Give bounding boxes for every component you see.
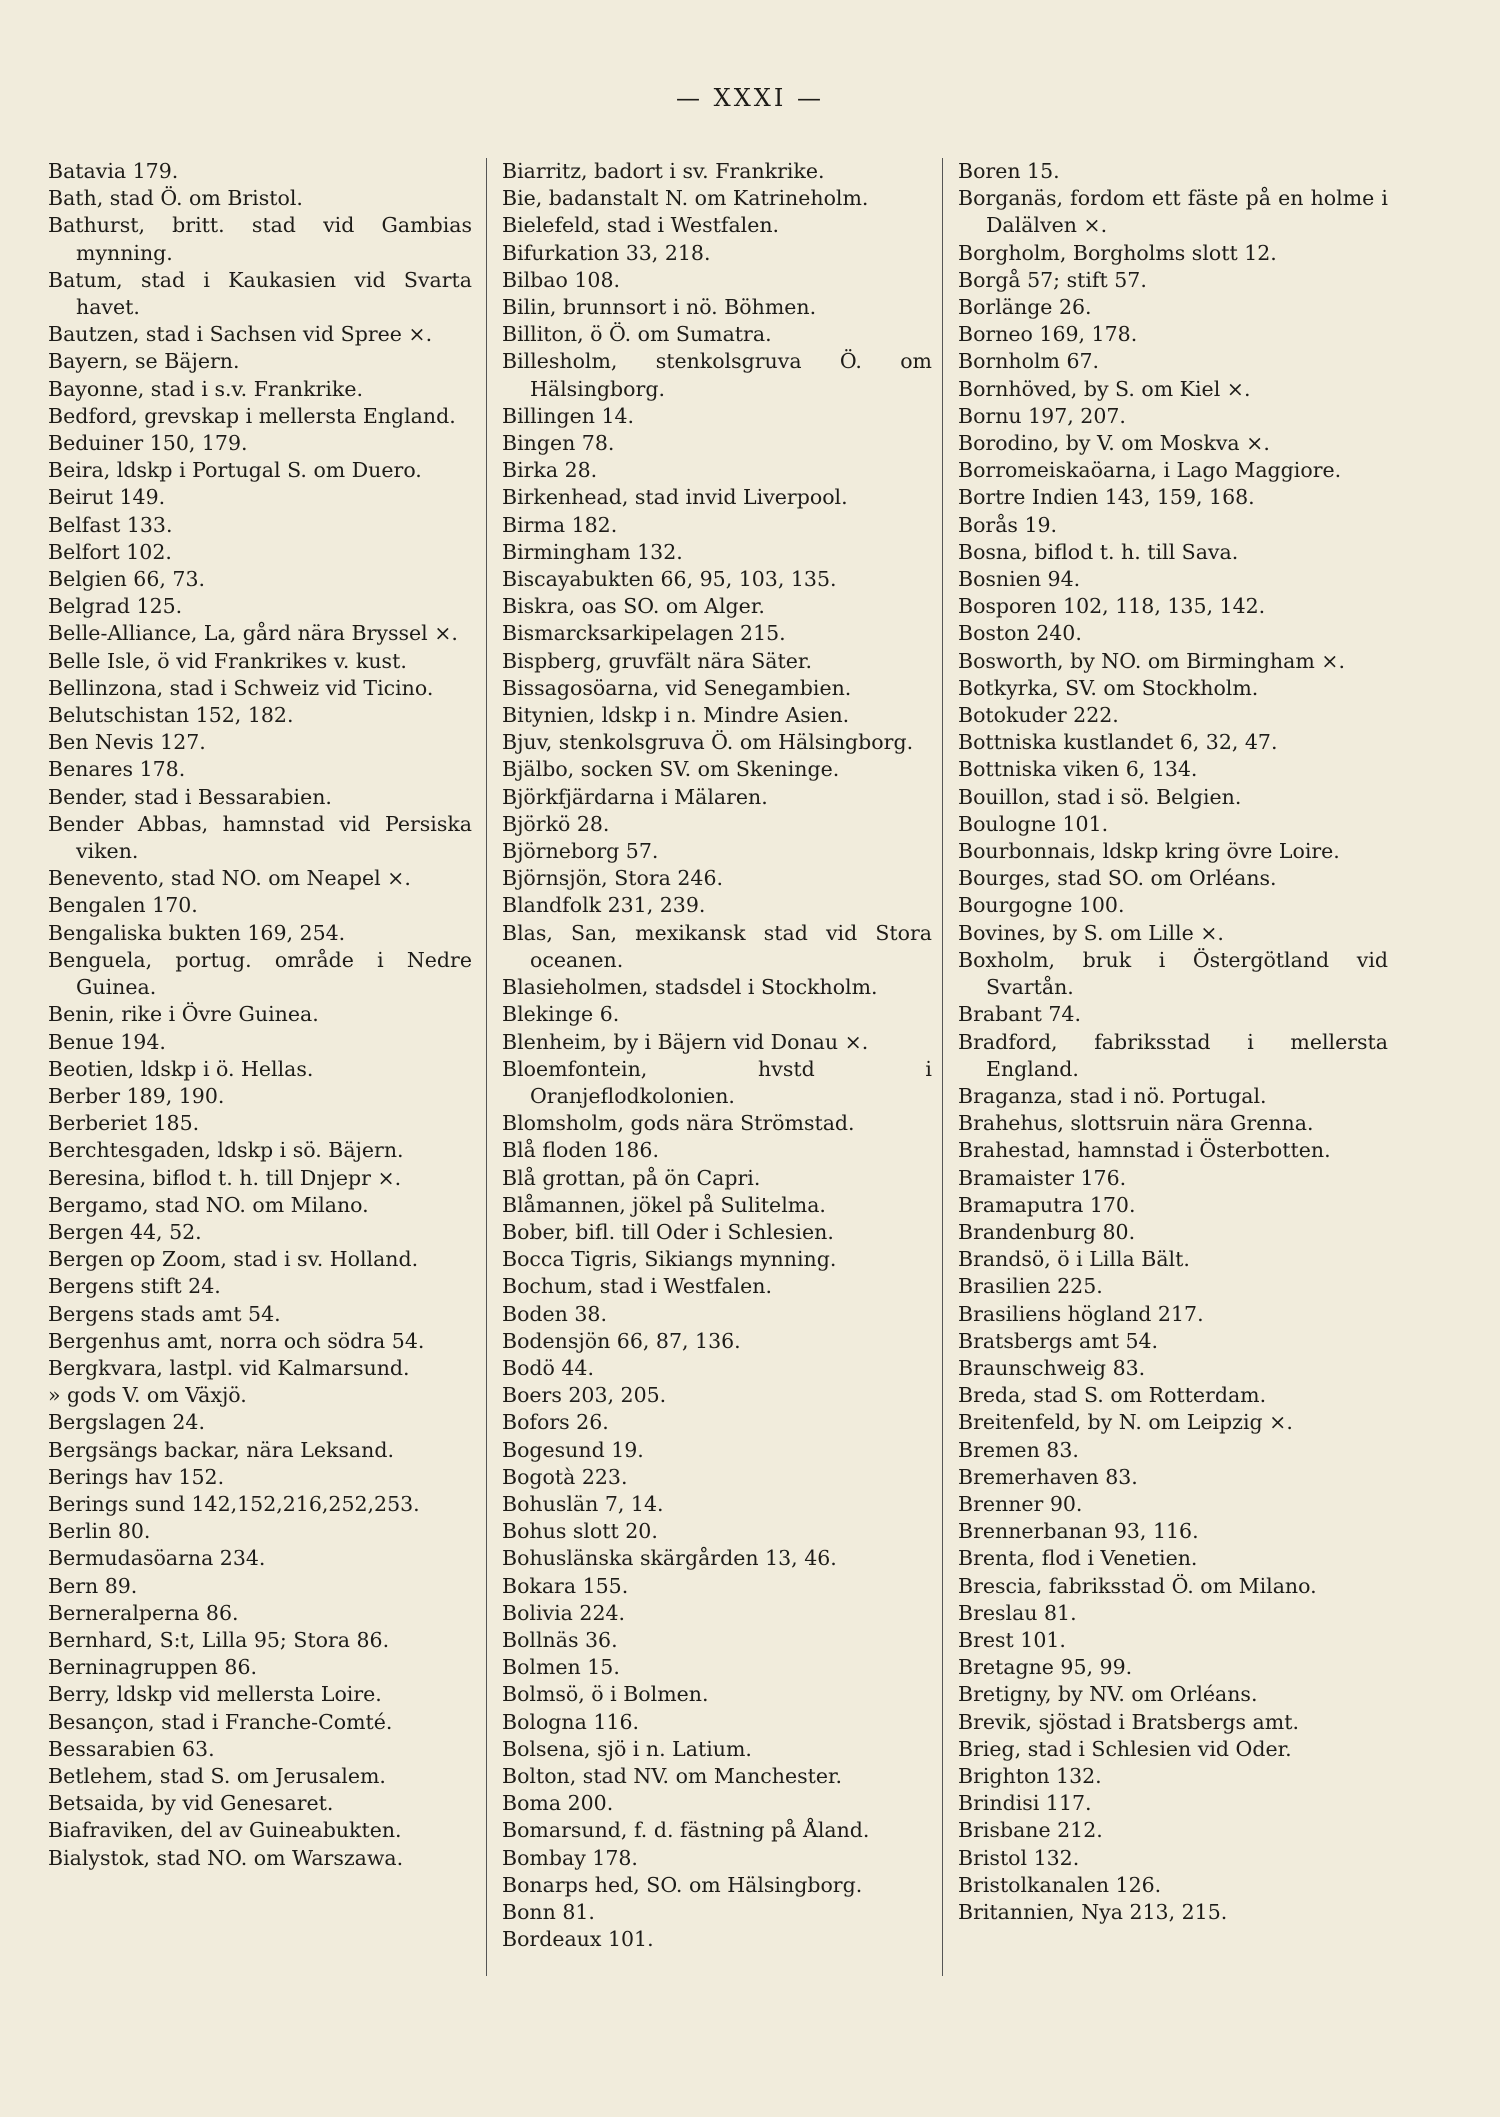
index-entry: Berber 189, 190. — [48, 1083, 225, 1108]
index-entry: Bourbonnais, ldskp kring övre Loire. — [958, 839, 1340, 864]
index-entry: Berchtesgaden, ldskp i sö. Bäjern. — [48, 1138, 404, 1163]
index-entry: Bornu 197, 207. — [958, 403, 1126, 428]
index-entry: Berings hav 152. — [48, 1464, 225, 1489]
index-entry: Bochum, stad i Westfalen. — [502, 1274, 772, 1299]
index-entry: Brevik, sjöstad i Bratsbergs amt. — [958, 1709, 1299, 1734]
index-entry: Bissagosöarna, vid Senegambien. — [502, 675, 852, 700]
index-entry: Bottniska viken 6, 134. — [958, 757, 1198, 782]
index-entry: Bristol 132. — [958, 1845, 1080, 1870]
index-entry: Bautzen, stad i Sachsen vid Spree ⨯. — [48, 322, 433, 347]
index-entry: Bismarcksarkipelagen 215. — [502, 621, 786, 646]
index-entry: Botokuder 222. — [958, 703, 1119, 728]
index-entry: Berberiet 185. — [48, 1111, 200, 1136]
index-entry: Bayern, se Bäjern. — [48, 349, 240, 374]
index-entry: Bornholm 67. — [958, 349, 1100, 374]
index-entry: Bolmen 15. — [502, 1655, 620, 1680]
index-entry: Bretigny, by NV. om Orléans. — [958, 1682, 1258, 1707]
index-entry: Bathurst, britt. stad vid Gambias mynning. — [48, 213, 472, 265]
index-entry: Bonarps hed, SO. om Hälsingborg. — [502, 1872, 863, 1897]
index-entry: Beresina, biflod t. h. till Dnjepr ⨯. — [48, 1165, 402, 1190]
index-entry: Benevento, stad NO. om Neapel ⨯. — [48, 866, 411, 891]
index-entry: Bokara 155. — [502, 1573, 629, 1598]
index-entry: Bramaister 176. — [958, 1165, 1127, 1190]
index-entry: Belgien 66, 73. — [48, 567, 206, 592]
index-entry: Boren 15. — [958, 159, 1060, 183]
index-entry: Bernhard, S:t, Lilla 95; Stora 86. — [48, 1627, 390, 1652]
index-entry: Botkyrka, SV. om Stockholm. — [958, 675, 1259, 700]
index-entry: Borodino, by V. om Moskva ⨯. — [958, 431, 1270, 456]
index-entry: Blandfolk 231, 239. — [502, 893, 706, 918]
index-entry: Belfast 133. — [48, 512, 173, 537]
index-entry: Bovines, by S. om Lille ⨯. — [958, 920, 1224, 945]
index-entry: Britannien, Nya 213, 215. — [958, 1900, 1228, 1924]
index-entry: Brieg, stad i Schlesien vid Oder. — [958, 1736, 1292, 1761]
index-entry: Björnsjön, Stora 246. — [502, 866, 724, 891]
index-entry: Billiton, ö Ö. om Sumatra. — [502, 322, 772, 347]
index-entry: Bispberg, gruvfält nära Säter. — [502, 648, 812, 673]
index-entry: Blomsholm, gods nära Strömstad. — [502, 1111, 855, 1136]
index-column-2 — [502, 158, 932, 1953]
index-entry: Bergenhus amt, norra och södra 54. — [48, 1328, 425, 1353]
index-entry: Belutschistan 152, 182. — [48, 703, 294, 728]
index-entry: Bergen 44, 52. — [48, 1219, 202, 1244]
index-entry: Bergens stads amt 54. — [48, 1301, 281, 1326]
index-entry: Bifurkation 33, 218. — [502, 240, 711, 265]
index-entry: Blekinge 6. — [502, 1002, 620, 1027]
index-entry: Bradford, fabriksstad i mellersta England. — [958, 1029, 1388, 1081]
index-entry: Bouillon, stad i sö. Belgien. — [958, 784, 1242, 809]
index-entry: Bologna 116. — [502, 1709, 640, 1734]
index-column-3 — [958, 158, 1388, 1926]
index-entry: Borgholm, Borgholms slott 12. — [958, 240, 1277, 265]
index-entry: Bretagne 95, 99. — [958, 1655, 1133, 1680]
index-entry: Breslau 81. — [958, 1600, 1077, 1625]
index-entry: Boers 203, 205. — [502, 1383, 667, 1408]
index-entry: Bodensjön 66, 87, 136. — [502, 1328, 741, 1353]
index-entry: Björneborg 57. — [502, 839, 659, 864]
index-entry: Bocca Tigris, Sikiangs mynning. — [502, 1247, 837, 1272]
index-entry: Boston 240. — [958, 621, 1082, 646]
index-entry: Brest 101. — [958, 1627, 1066, 1652]
index-entry: Birmingham 132. — [502, 539, 683, 564]
index-entry: Berry, ldskp vid mellersta Loire. — [48, 1682, 382, 1707]
index-entry: Bortre Indien 143, 159, 168. — [958, 485, 1255, 510]
index-entry: Bilin, brunnsort i nö. Böhmen. — [502, 295, 817, 320]
index-entry: Blå grottan, på ön Capri. — [502, 1165, 761, 1190]
index-entry: Blå floden 186. — [502, 1138, 659, 1163]
index-entry: Bath, stad Ö. om Bristol. — [48, 186, 303, 211]
index-entry: Boxholm, bruk i Östergötland vid Svartån. — [958, 947, 1388, 1000]
column-divider — [942, 158, 943, 1976]
index-entry: Bergens stift 24. — [48, 1274, 221, 1299]
index-entry: Bender Abbas, hamnstad vid Persiska viken. — [48, 811, 472, 864]
index-entry: Braunschweig 83. — [958, 1355, 1146, 1380]
index-entry: Brenta, flod i Venetien. — [958, 1546, 1198, 1571]
index-entry: Biskra, oas SO. om Alger. — [502, 594, 765, 619]
column-divider — [486, 158, 487, 1976]
index-entry: Bie, badanstalt N. om Katrineholm. — [502, 186, 869, 211]
index-entry: Brindisi 117. — [958, 1791, 1092, 1816]
index-entry: Borgå 57; stift 57. — [958, 267, 1147, 292]
index-entry: Bramaputra 170. — [958, 1192, 1136, 1217]
index-entry: Bergen op Zoom, stad i sv. Holland. — [48, 1247, 419, 1272]
page-header: — XXXI — — [676, 84, 824, 112]
index-entry: Berlin 80. — [48, 1519, 151, 1544]
index-entry: Blas, San, mexikansk stad vid Stora oceanen. — [502, 920, 932, 972]
index-entry: Biarritz, badort i sv. Frankrike. — [502, 159, 825, 183]
index-entry: Bender, stad i Bessarabien. — [48, 784, 332, 809]
index-entry: Bornhöved, by S. om Kiel ⨯. — [958, 376, 1251, 401]
index-entry: Billesholm, stenkolsgruva Ö. om Hälsingborg. — [502, 349, 932, 401]
index-entry: Bellinzona, stad i Schweiz vid Ticino. — [48, 675, 434, 700]
index-entry: Borås 19. — [958, 512, 1058, 537]
index-entry: Bjuv, stenkolsgruva Ö. om Hälsingborg. — [502, 730, 914, 755]
index-entry: Bodö 44. — [502, 1355, 594, 1380]
index-entry: Bergslagen 24. — [48, 1410, 205, 1435]
index-entry: Biafraviken, del av Guineabukten. — [48, 1818, 402, 1843]
index-entry: Brescia, fabriksstad Ö. om Milano. — [958, 1573, 1317, 1598]
index-entry: Bielefeld, stad i Westfalen. — [502, 213, 780, 238]
index-entry: Bohuslänska skärgården 13, 46. — [502, 1546, 837, 1571]
index-entry: Björkfjärdarna i Mälaren. — [502, 784, 768, 809]
index-entry: Bogotà 223. — [502, 1464, 628, 1489]
index-entry: Bedford, grevskap i mellersta England. — [48, 403, 456, 428]
index-entry: Batavia 179. — [48, 159, 179, 183]
index-entry: Birkenhead, stad invid Liverpool. — [502, 485, 848, 510]
index-entry: Benguela, portug. område i Nedre Guinea. — [48, 947, 472, 1000]
index-entry: Besançon, stad i Franche-Comté. — [48, 1709, 393, 1734]
index-entry: Bohuslän 7, 14. — [502, 1491, 664, 1516]
index-entry: Belfort 102. — [48, 539, 172, 564]
index-entry: Brandsö, ö i Lilla Bält. — [958, 1247, 1190, 1272]
index-entry: Betlehem, stad S. om Jerusalem. — [48, 1763, 386, 1788]
index-entry: Benin, rike i Övre Guinea. — [48, 1002, 319, 1027]
index-entry: Bergamo, stad NO. om Milano. — [48, 1192, 369, 1217]
index-entry: Bessarabien 63. — [48, 1736, 215, 1761]
index-entry: Borlänge 26. — [958, 295, 1092, 320]
index-entry: Betsaida, by vid Genesaret. — [48, 1791, 334, 1816]
index-entry: Brighton 132. — [958, 1763, 1102, 1788]
index-entry: Breda, stad S. om Rotterdam. — [958, 1383, 1267, 1408]
index-entry: Bonn 81. — [502, 1900, 595, 1924]
index-entry: Blasieholmen, stadsdel i Stockholm. — [502, 975, 878, 1000]
index-entry: Borromeiskaöarna, i Lago Maggiore. — [958, 458, 1342, 483]
index-entry: Billingen 14. — [502, 403, 635, 428]
index-entry: Bottniska kustlandet 6, 32, 47. — [958, 730, 1278, 755]
index-entry: Birka 28. — [502, 458, 598, 483]
index-entry: Biscayabukten 66, 95, 103, 135. — [502, 567, 837, 592]
index-entry: Brahestad, hamnstad i Österbotten. — [958, 1138, 1331, 1163]
index-entry: Bollnäs 36. — [502, 1627, 618, 1652]
index-entry: Beira, ldskp i Portugal S. om Duero. — [48, 458, 422, 483]
index-entry: Brasilien 225. — [958, 1274, 1103, 1299]
index-entry: Bristolkanalen 126. — [958, 1872, 1162, 1897]
index-entry: Berings sund 142,152,216,252,253. — [48, 1491, 420, 1516]
index-entry: Blenheim, by i Bäjern vid Donau ⨯. — [502, 1029, 869, 1054]
index-entry: Batum, stad i Kaukasien vid Svarta havet. — [48, 267, 472, 320]
index-entry: Brisbane 212. — [958, 1818, 1103, 1843]
index-entry: Brenner 90. — [958, 1491, 1083, 1516]
index-entry: Brahehus, slottsruin nära Grenna. — [958, 1111, 1314, 1136]
index-entry: Bogesund 19. — [502, 1437, 644, 1462]
index-entry: Bilbao 108. — [502, 267, 621, 292]
index-entry: Berneralperna 86. — [48, 1600, 239, 1625]
index-entry: Bosworth, by NO. om Birmingham ⨯. — [958, 648, 1345, 673]
index-entry: Bern 89. — [48, 1573, 138, 1598]
index-entry: Benue 194. — [48, 1029, 166, 1054]
index-entry: Boulogne 101. — [958, 811, 1109, 836]
index-entry: Birma 182. — [502, 512, 618, 537]
index-entry: Boma 200. — [502, 1791, 614, 1816]
index-entry: Bergsängs backar, nära Leksand. — [48, 1437, 394, 1462]
index-entry: Bingen 78. — [502, 431, 615, 456]
index-entry: Bombay 178. — [502, 1845, 638, 1870]
index-entry: Brabant 74. — [958, 1002, 1081, 1027]
index-entry: Berninagruppen 86. — [48, 1655, 258, 1680]
index-entry: Brasiliens högland 217. — [958, 1301, 1204, 1326]
index-entry: Bjälbo, socken SV. om Skeninge. — [502, 757, 840, 782]
index-entry: Bohus slott 20. — [502, 1519, 658, 1544]
index-entry: Borneo 169, 178. — [958, 322, 1138, 347]
index-entry: Bolton, stad NV. om Manchester. — [502, 1763, 843, 1788]
index-entry: Bratsbergs amt 54. — [958, 1328, 1159, 1353]
index-entry: Belle-Alliance, La, gård nära Bryssel ⨯. — [48, 621, 458, 646]
index-entry: Bitynien, ldskp i n. Mindre Asien. — [502, 703, 850, 728]
index-entry: Bomarsund, f. d. fästning på Åland. — [502, 1818, 870, 1843]
index-entry: Bofors 26. — [502, 1410, 609, 1435]
index-entry: Blåmannen, jökel på Sulitelma. — [502, 1192, 826, 1217]
index-entry: Breitenfeld, by N. om Leipzig ⨯. — [958, 1410, 1293, 1435]
index-entry: Bayonne, stad i s.v. Frankrike. — [48, 376, 363, 401]
index-entry: Bosnien 94. — [958, 567, 1081, 592]
index-entry: Ben Nevis 127. — [48, 730, 206, 755]
index-entry: Borganäs, fordom ett fäste på en holme i Dalälven ⨯. — [958, 186, 1388, 238]
index-entry: Brennerbanan 93, 116. — [958, 1519, 1199, 1544]
index-entry: Braganza, stad i nö. Portugal. — [958, 1083, 1267, 1108]
index-entry: Beotien, ldskp i ö. Hellas. — [48, 1056, 314, 1081]
index-entry: Belgrad 125. — [48, 594, 183, 619]
index-entry: Bialystok, stad NO. om Warszawa. — [48, 1845, 404, 1870]
index-entry: Bengaliska bukten 169, 254. — [48, 920, 346, 945]
index-entry: Bolivia 224. — [502, 1600, 626, 1625]
index-entry: Bremen 83. — [958, 1437, 1079, 1462]
index-entry: Bengalen 170. — [48, 893, 198, 918]
index-entry: Bloemfontein, hvstd i Oranjeflodkolonien. — [502, 1056, 932, 1108]
index-entry: Boden 38. — [502, 1301, 607, 1326]
index-entry: » gods V. om Växjö. — [48, 1383, 247, 1408]
index-entry: Bolsena, sjö i n. Latium. — [502, 1736, 752, 1761]
index-entry: Bosna, biflod t. h. till Sava. — [958, 539, 1239, 564]
index-entry: Bober, bifl. till Oder i Schlesien. — [502, 1219, 834, 1244]
index-entry: Belle Isle, ö vid Frankrikes v. kust. — [48, 648, 407, 673]
index-column-1 — [48, 158, 472, 1872]
index-entry: Bergkvara, lastpl. vid Kalmarsund. — [48, 1355, 410, 1380]
index-entry: Bourgogne 100. — [958, 893, 1125, 918]
index-entry: Benares 178. — [48, 757, 186, 782]
index-entry: Beirut 149. — [48, 485, 166, 510]
index-entry: Bermudasöarna 234. — [48, 1546, 266, 1571]
index-entry: Bolmsö, ö i Bolmen. — [502, 1682, 709, 1707]
index-entry: Bremerhaven 83. — [958, 1464, 1138, 1489]
index-entry: Beduiner 150, 179. — [48, 431, 248, 456]
index-entry: Bordeaux 101. — [502, 1927, 654, 1952]
index-entry: Björkö 28. — [502, 811, 610, 836]
index-entry: Brandenburg 80. — [958, 1219, 1136, 1244]
index-entry: Bosporen 102, 118, 135, 142. — [958, 594, 1266, 619]
index-entry: Bourges, stad SO. om Orléans. — [958, 866, 1277, 891]
